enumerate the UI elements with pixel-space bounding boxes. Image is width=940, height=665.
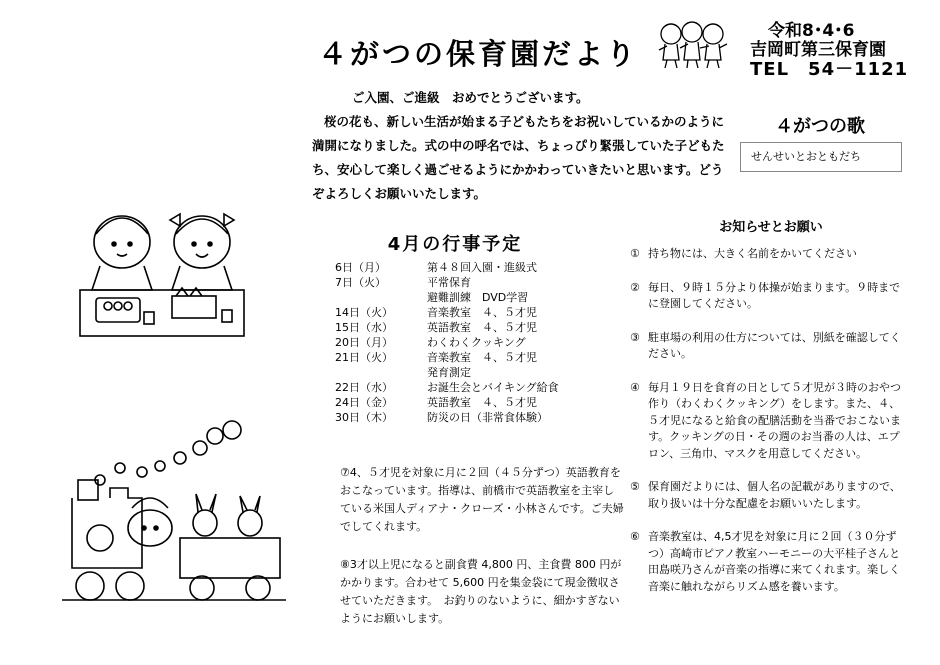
notices-list: [630, 246, 905, 612]
intro-message: [312, 86, 730, 206]
song-name-box: せんせいとおともだち: [740, 142, 902, 172]
phone-number: TEL 54－1121: [750, 59, 909, 80]
event-row: 30日（木） 防災の日（非常食体験）: [335, 411, 548, 424]
event-row: 6日（月） 第４８回入園・進級式: [335, 261, 537, 274]
header-info: [750, 22, 908, 79]
events-list: [335, 260, 625, 425]
issue-date: 令和8･4･6: [768, 21, 855, 41]
event-row: 21日（火） 音楽教室 ４、５才児: [335, 351, 537, 364]
event-row: 24日（金） 英語教室 ４、５才児: [335, 396, 537, 409]
events-title: 4月の行事予定: [387, 234, 523, 255]
note-meal-fees: ⑧3才以上児になると副食費 4,800 円、主食費 800 円がかかります。合わせて 5,600 円を集金袋にて現金徴収させていただきます。 お釣りのないように、細かすぎないようにお願いします。: [340, 558, 622, 625]
children-eating-illustration: [72, 200, 252, 340]
song-title: ４がつの歌: [775, 116, 865, 137]
notice-item: ④ 毎月１９日を食育の日として５才児が３時のおやつ作り（わくわくクッキング）をします。また、４、５才児になると給食の配膳活動を当番でおこないます。クッキングの日・その週のお当番の人は、エプロン、三角巾、マスクを用意してください。: [630, 380, 901, 460]
notices-title: お知らせとお願い: [719, 220, 823, 235]
event-row: 7日（火） 平常保育: [335, 276, 471, 289]
train-illustration: [60, 418, 290, 618]
event-row: 避難訓練 DVD学習: [427, 291, 529, 304]
kids-logo-illustration: [655, 14, 730, 70]
note-english-lessons: ⑦4、５才児を対象に月に２回（４５分ずつ）英語教育をおこなっています。指導は、前橋市で英語教室を主宰している米国人ディアナ・クローズ・小林さんです。ご夫婦でしてくれます。: [340, 466, 624, 533]
event-row: 発育測定: [427, 366, 471, 379]
notice-item: ② 毎日、９時１５分より体操が始まります。９時までに登園してください。: [630, 280, 901, 310]
intro-body: 桜の花も、新しい生活が始まる子どもたちをお祝いしているかのように満開になりました。式の中の呼名では、ちょっぴり緊張していた子どもたち、安心して楽しく過ごせるようにかかわっていきたいと思います。どうぞよろしくお願いいたします。: [312, 114, 725, 201]
intro-greeting: ご入園、ご進級 おめでとうございます。: [352, 90, 589, 105]
event-row: 20日（月） わくわくクッキング: [335, 336, 526, 349]
notice-item: ① 持ち物には、大きく名前をかいてください: [630, 247, 857, 260]
event-row: 22日（水） お誕生会とバイキング給食: [335, 381, 559, 394]
page-title: ４がつの保育園だより: [318, 37, 639, 71]
event-row: 15日（水） 英語教室 ４、５才児: [335, 321, 537, 334]
notice-item: ⑥ 音楽教室は、4,5才児を対象に月に２回（３０分ずつ）高崎市ピアノ教室ハーモニーの大平桂子さんと田島咲乃さんが音楽の指導に来てくれます。楽しく音楽に触れながらリズム感を養います。: [630, 530, 901, 593]
notice-item: ⑤ 保育園だよりには、個人名の記載がありますので、取り扱いは十分な配慮をお願いいたします。: [630, 480, 901, 510]
notice-item: ③ 駐車場の利用の仕方については、別紙を確認してください。: [630, 330, 901, 360]
school-name: 吉岡町第三保育園: [750, 40, 886, 60]
event-row: 14日（火） 音楽教室 ４、５才児: [335, 306, 537, 319]
